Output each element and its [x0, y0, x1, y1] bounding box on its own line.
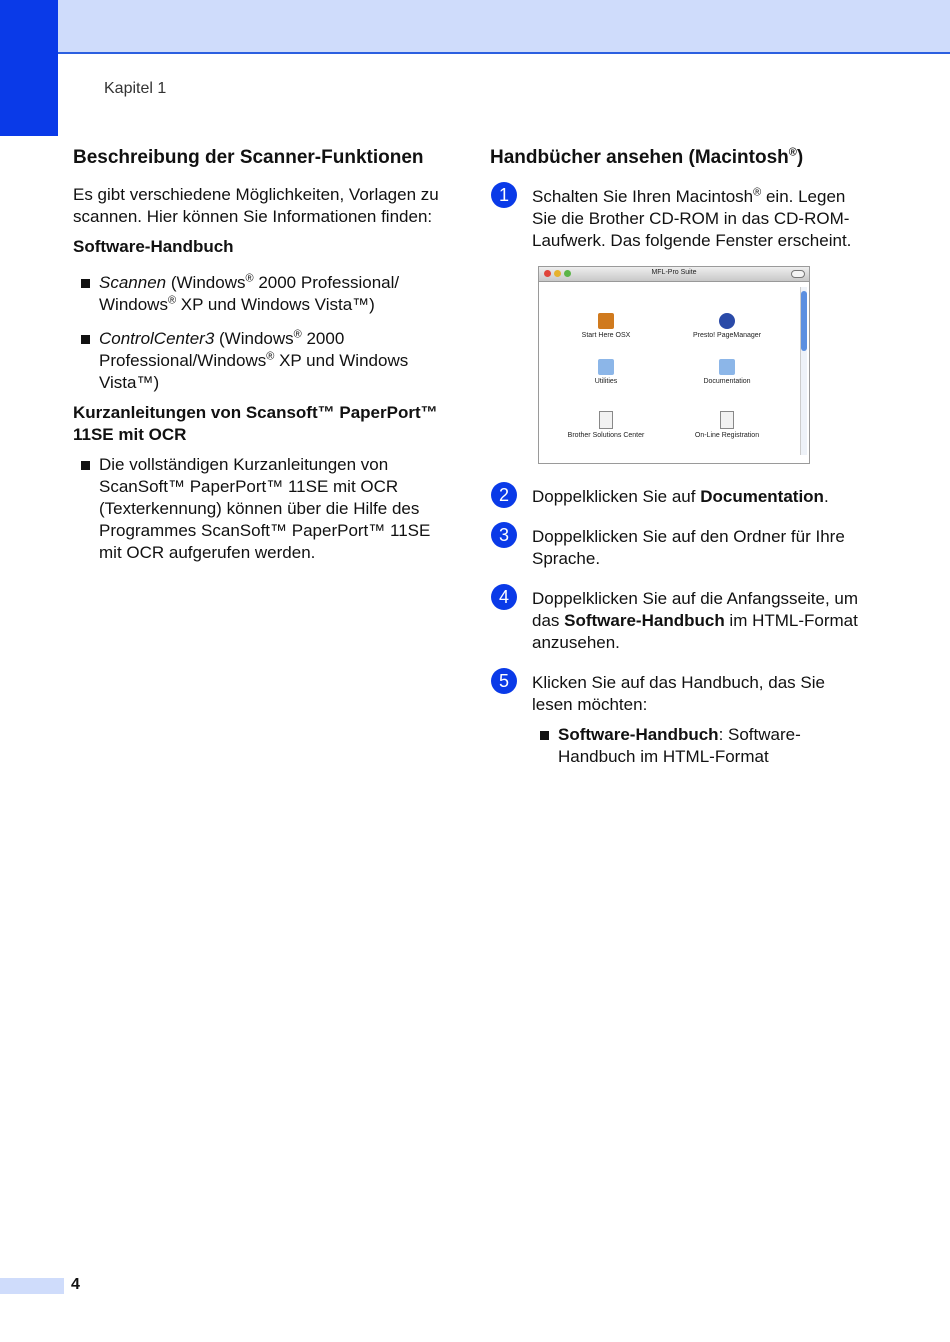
list-item-scannen: Scannen (Windows® 2000 Professional/ Windows® XP und Windows Vista™): [73, 272, 448, 316]
step-4: 4 Doppelklicken Sie auf die Anfangsseite, um das Software-Handbuch im HTML-Format anzusehen.: [490, 588, 870, 654]
header-band: [0, 0, 950, 54]
step-5: 5 Klicken Sie auf das Handbuch, das Sie lesen möchten: Software-Handbuch: Software-Handbuch im HTML-Format: [490, 672, 870, 768]
toolbar-toggle-icon: [791, 270, 805, 278]
item-title: Scannen: [99, 273, 167, 292]
section-heading-macintosh: Handbücher ansehen (Macintosh®): [490, 146, 804, 168]
step-3: 3 Doppelklicken Sie auf den Ordner für Ihre Sprache.: [490, 526, 870, 570]
mfl-pro-suite-window-screenshot: [538, 266, 810, 464]
footer-band: [0, 1278, 64, 1294]
window-title: MFL-Pro Suite: [651, 269, 697, 276]
chapter-tab: [0, 0, 58, 136]
step-1: 1 Schalten Sie Ihren Macintosh® ein. Legen Sie die Brother CD-ROM in das CD-ROM-Laufwerk. Das folgende Fenster erscheint.: [490, 186, 870, 252]
chapter-label: Kapitel 1: [104, 80, 167, 97]
page-number: 4: [71, 1276, 80, 1293]
list-item-paperport: Die vollständigen Kurzanleitungen von ScanSoft™ PaperPort™ 11SE mit OCR (Texterkennung) können über die Hilfe des Programmes ScanSoft™ PaperPort™ 11SE mit OCR aufgerufen werden.: [73, 454, 448, 564]
presto-pagemanager-icon: Presto! PageManager: [672, 313, 782, 339]
subheading-kurzanleitungen: Kurzanleitungen von Scansoft™ PaperPort™ 11SE mit OCR: [73, 403, 438, 444]
step-number: 3: [491, 522, 517, 548]
subheading-software-handbuch: Software-Handbuch: [73, 237, 234, 256]
step-number: 5: [491, 668, 517, 694]
list-item-controlcenter: ControlCenter3 (Windows® 2000 Professional/Windows® XP und Windows Vista™): [73, 328, 448, 394]
list-item-software-handbuch: Software-Handbuch: Software-Handbuch im HTML-Format: [532, 724, 870, 768]
item-title: ControlCenter3: [99, 329, 215, 348]
step-number: 4: [491, 584, 517, 610]
section-heading-scanner: Beschreibung der Scanner-Funktionen: [73, 147, 424, 168]
step-2: 2 Doppelklicken Sie auf Documentation.: [490, 486, 870, 508]
scroll-thumb: [801, 291, 807, 351]
documentation-folder-icon: Documentation: [672, 359, 782, 385]
window-scrollbar: [800, 287, 807, 455]
right-column: [490, 146, 870, 782]
start-here-osx-icon: Start Here OSX: [551, 313, 661, 339]
intro-text: Es gibt verschiedene Möglichkeiten, Vorlagen zu scannen. Hier können Sie Informationen finden:: [73, 185, 439, 226]
step-number: 2: [491, 482, 517, 508]
online-registration-icon: On-Line Registration: [672, 411, 782, 439]
brother-solutions-center-icon: Brother Solutions Center: [551, 411, 661, 439]
step-number: 1: [491, 182, 517, 208]
utilities-folder-icon: Utilities: [551, 359, 661, 385]
left-column: [73, 146, 448, 572]
window-titlebar: [539, 267, 809, 282]
